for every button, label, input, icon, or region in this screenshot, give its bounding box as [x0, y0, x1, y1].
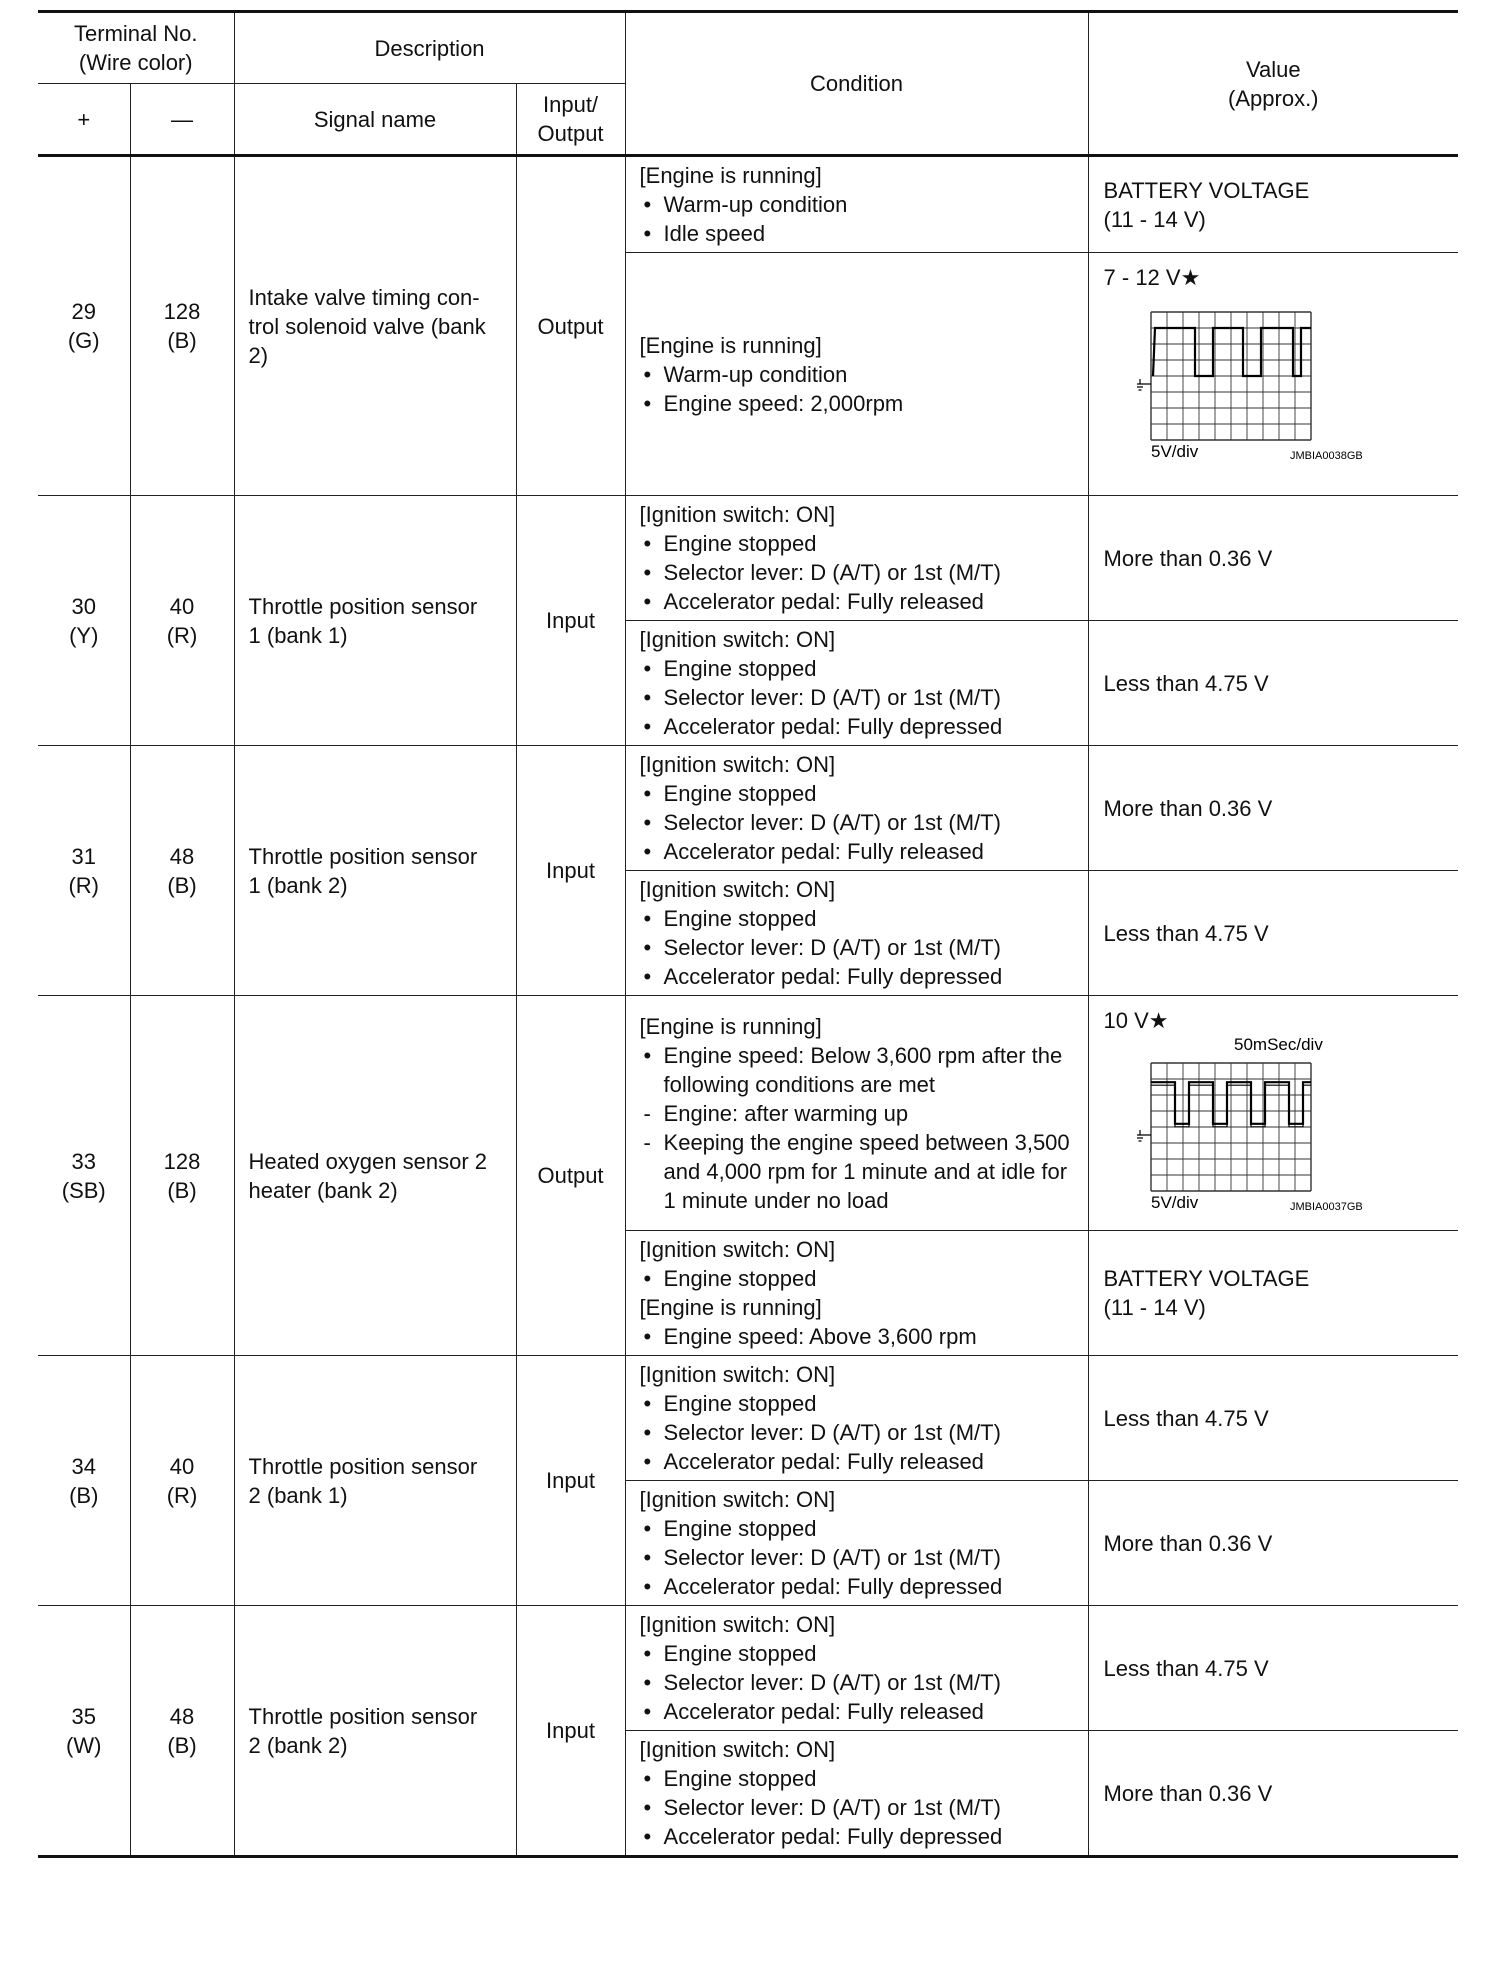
value-cell	[1088, 496, 1458, 621]
terminal-plus-number: 33	[71, 1148, 96, 1174]
condition-cell	[625, 871, 1088, 996]
terminal-minus-number: 48	[169, 1703, 195, 1729]
condition-text: Warm-up condition	[663, 361, 848, 387]
scope-scale-label: 5V/div	[1150, 1193, 1198, 1212]
value-line: (11 - 14 V)	[1103, 1295, 1206, 1320]
condition-text: Engine stopped	[663, 531, 817, 556]
terminal-minus-number: 128	[163, 1148, 201, 1174]
condition-cell	[625, 1606, 1088, 1731]
signal-name-cell	[234, 996, 516, 1356]
condition-item	[640, 1041, 1074, 1099]
value-line: More than 0.36 V	[1103, 545, 1273, 571]
terminal-table-document	[38, 10, 1458, 1858]
terminal-plus-cell	[38, 496, 130, 746]
terminal-plus-number: 30	[71, 593, 96, 619]
terminal-plus-wire-color: (B)	[69, 1482, 99, 1508]
value-line: (11 - 14 V)	[1103, 206, 1206, 232]
terminal-plus-wire-color: (R)	[68, 872, 100, 898]
condition-marker: •	[643, 1266, 652, 1291]
condition-item	[640, 683, 1074, 712]
condition-marker: •	[643, 192, 652, 217]
input-output-cell: Input	[516, 1356, 625, 1606]
condition-marker: •	[643, 1545, 652, 1570]
terminal-plus-cell	[38, 746, 130, 996]
condition-marker: •	[643, 685, 652, 710]
terminal-minus-wire-color: (B)	[167, 1732, 197, 1758]
condition-marker: •	[643, 964, 652, 989]
value-line: BATTERY VOLTAGE	[1103, 1266, 1310, 1291]
terminal-plus-wire-color: (G)	[67, 328, 100, 353]
condition-item	[640, 1389, 1074, 1418]
condition-marker: •	[643, 781, 652, 806]
condition-item	[640, 1447, 1074, 1476]
header-value-label: Value	[1245, 56, 1301, 82]
signal-name-line: Throttle position sensor	[248, 1703, 478, 1729]
condition-item	[640, 779, 1074, 808]
condition-marker: •	[643, 1324, 652, 1349]
terminal-minus-number: 40	[169, 593, 195, 619]
condition-text: Selector lever: D (A/T) or 1st (M/T)	[663, 1545, 1001, 1570]
terminal-minus-number: 48	[169, 843, 195, 869]
condition-cell	[625, 1731, 1088, 1857]
input-output-cell: Output	[516, 996, 625, 1356]
value-title	[1104, 263, 1445, 292]
condition-text: Engine stopped	[663, 906, 817, 931]
condition-marker: •	[643, 221, 652, 246]
signal-name-line: Throttle position sensor	[248, 843, 478, 869]
value-title	[1104, 1006, 1445, 1035]
input-output-cell: Input	[516, 496, 625, 746]
condition-text: Accelerator pedal: Fully released	[663, 589, 984, 614]
condition-text: Selector lever: D (A/T) or 1st (M/T)	[663, 935, 1001, 960]
value-cell	[1088, 1481, 1458, 1606]
header-terminal	[38, 12, 234, 84]
header-value	[1088, 12, 1458, 156]
condition-marker: •	[643, 1391, 652, 1416]
value-cell	[1088, 1606, 1458, 1731]
scope-figure-code: JMBIA0037GB	[1289, 1201, 1363, 1213]
condition-marker: -	[643, 1100, 651, 1126]
condition-item	[640, 1793, 1074, 1822]
condition-text: Keeping the engine speed between 3,500 and 4,000 rpm for 1 minute and at idle for 1 minute under no load	[663, 1129, 1070, 1213]
condition-cell	[625, 496, 1088, 621]
terminal-minus-wire-color: (B)	[167, 872, 197, 898]
terminal-minus-number: 40	[169, 1453, 195, 1479]
condition-heading: [Ignition switch: ON]	[639, 752, 836, 777]
terminal-plus-cell	[38, 996, 130, 1356]
condition-marker: -	[643, 1129, 651, 1155]
terminal-minus-wire-color: (R)	[166, 622, 198, 648]
terminal-plus-number: 34	[71, 1453, 96, 1479]
condition-item	[640, 1764, 1074, 1793]
value-cell	[1088, 1731, 1458, 1857]
signal-name-line: 2)	[248, 342, 269, 368]
condition-text: Engine stopped	[663, 1766, 817, 1791]
condition-cell	[625, 746, 1088, 871]
condition-marker: •	[643, 714, 652, 739]
value-line: Less than 4.75 V	[1103, 670, 1269, 696]
header-condition: Condition	[625, 12, 1088, 156]
condition-marker: •	[643, 1766, 652, 1791]
condition-text: Engine stopped	[663, 656, 817, 681]
header-terminal-no: Terminal No.	[74, 21, 198, 46]
header-io-line2: Output	[537, 121, 604, 146]
condition-text: Accelerator pedal: Fully depressed	[663, 1824, 1003, 1849]
value-voltage: 7 - 12 V	[1103, 265, 1181, 290]
signal-name-line: 1 (bank 1)	[248, 622, 348, 648]
condition-text: Selector lever: D (A/T) or 1st (M/T)	[663, 810, 1001, 835]
condition-text: Engine stopped	[663, 1516, 817, 1541]
condition-text: Engine stopped	[663, 1391, 817, 1416]
scope-figure-code: JMBIA0038GB	[1289, 450, 1363, 462]
condition-heading: [Engine is running]	[639, 1295, 822, 1320]
terminal-minus-wire-color: (R)	[166, 1482, 198, 1508]
condition-heading: [Engine is running]	[639, 163, 822, 188]
signal-name-line: 1 (bank 2)	[248, 872, 348, 898]
value-line: More than 0.36 V	[1103, 1530, 1273, 1556]
condition-heading: [Ignition switch: ON]	[639, 502, 836, 527]
ground-symbol	[1137, 379, 1151, 390]
condition-item	[640, 1128, 1074, 1215]
terminal-minus-cell	[130, 1356, 234, 1606]
condition-item	[640, 904, 1074, 933]
condition-marker: •	[643, 1420, 652, 1445]
condition-marker: •	[643, 1042, 652, 1068]
condition-marker: •	[643, 1670, 652, 1695]
condition-text: Selector lever: D (A/T) or 1st (M/T)	[663, 685, 1001, 710]
terminal-plus-number: 35	[71, 1703, 96, 1729]
scope-trace	[1153, 328, 1311, 376]
star-icon: ★	[1148, 1008, 1169, 1033]
condition-cell	[625, 996, 1088, 1231]
condition-marker: •	[643, 656, 652, 681]
condition-cell	[625, 621, 1088, 746]
ground-symbol	[1137, 1130, 1151, 1141]
condition-marker: •	[643, 1574, 652, 1599]
header-wire-color: (Wire color)	[78, 50, 193, 75]
condition-text: Accelerator pedal: Fully depressed	[663, 714, 1003, 739]
condition-text: Accelerator pedal: Fully depressed	[663, 964, 1003, 989]
condition-marker: •	[643, 935, 652, 960]
condition-marker: •	[643, 560, 652, 585]
signal-name-line: Intake valve timing con-	[248, 284, 480, 310]
condition-marker: •	[643, 589, 652, 614]
condition-item	[640, 1322, 1074, 1351]
terminal-minus-cell	[130, 746, 234, 996]
value-waveform-cell	[1088, 253, 1458, 496]
condition-cell	[625, 253, 1088, 496]
condition-text: Engine speed: 2,000rpm	[663, 390, 904, 416]
value-line: Less than 4.75 V	[1103, 1655, 1269, 1681]
signal-name-cell	[234, 1606, 516, 1857]
condition-heading: [Ignition switch: ON]	[639, 627, 836, 652]
condition-heading: [Ignition switch: ON]	[639, 877, 836, 902]
signal-name-cell	[234, 1356, 516, 1606]
star-icon: ★	[1180, 265, 1201, 290]
oscilloscope-waveform	[1104, 292, 1384, 482]
signal-name-line: Throttle position sensor	[248, 593, 478, 619]
value-line: More than 0.36 V	[1103, 795, 1273, 821]
condition-text: Engine stopped	[663, 1266, 817, 1291]
condition-marker: •	[643, 1449, 652, 1474]
condition-marker: •	[643, 810, 652, 835]
terminal-minus-cell	[130, 996, 234, 1356]
value-cell	[1088, 1356, 1458, 1481]
header-signal-name: Signal name	[234, 84, 516, 156]
condition-item	[640, 712, 1074, 741]
terminal-minus-number: 128	[163, 299, 201, 324]
condition-marker: •	[643, 1795, 652, 1820]
condition-text: Idle speed	[663, 221, 766, 246]
condition-heading: [Engine is running]	[639, 332, 822, 358]
condition-marker: •	[643, 1824, 652, 1849]
condition-item	[640, 962, 1074, 991]
condition-item	[640, 808, 1074, 837]
value-line: Less than 4.75 V	[1103, 920, 1269, 946]
condition-text: Selector lever: D (A/T) or 1st (M/T)	[663, 1670, 1001, 1695]
condition-marker: •	[643, 906, 652, 931]
table-row	[38, 156, 1458, 253]
condition-item	[640, 1668, 1074, 1697]
terminal-plus-cell	[38, 1606, 130, 1857]
condition-heading: [Ignition switch: ON]	[639, 1737, 836, 1762]
signal-name-line: 2 (bank 2)	[248, 1732, 348, 1758]
condition-marker: •	[643, 1641, 652, 1666]
condition-marker: •	[643, 390, 652, 416]
condition-item	[640, 1543, 1074, 1572]
signal-name-cell	[234, 156, 516, 496]
condition-text: Accelerator pedal: Fully released	[663, 1449, 984, 1474]
condition-item	[640, 1572, 1074, 1601]
scope-scale-label: 5V/div	[1150, 442, 1198, 461]
condition-text: Accelerator pedal: Fully depressed	[663, 1574, 1003, 1599]
input-output-cell: Input	[516, 746, 625, 996]
signal-name-cell	[234, 746, 516, 996]
condition-heading: [Ignition switch: ON]	[639, 1237, 836, 1262]
condition-item	[640, 837, 1074, 866]
header-minus: —	[130, 84, 234, 156]
condition-marker: •	[643, 839, 652, 864]
condition-cell	[625, 1481, 1088, 1606]
condition-heading: [Engine is running]	[639, 1013, 822, 1039]
condition-text: Accelerator pedal: Fully released	[663, 839, 984, 864]
table-row	[38, 496, 1458, 621]
value-cell	[1088, 871, 1458, 996]
terminal-plus-wire-color: (Y)	[69, 622, 99, 648]
condition-item	[640, 219, 1074, 248]
terminal-plus-number: 29	[71, 299, 96, 324]
condition-heading: [Ignition switch: ON]	[639, 1612, 836, 1637]
condition-item	[640, 933, 1074, 962]
condition-text: Engine stopped	[663, 1641, 817, 1666]
terminal-table	[38, 10, 1458, 1858]
signal-name-line: trol solenoid valve (bank	[248, 313, 486, 339]
table-row	[38, 1356, 1458, 1481]
header-input-output	[516, 84, 625, 156]
value-cell	[1088, 156, 1458, 253]
condition-item	[640, 1099, 1074, 1128]
value-cell	[1088, 746, 1458, 871]
condition-cell	[625, 156, 1088, 253]
condition-cell	[625, 1231, 1088, 1356]
condition-heading: [Ignition switch: ON]	[639, 1362, 836, 1387]
header-value-approx: (Approx.)	[1228, 85, 1319, 111]
value-cell	[1088, 621, 1458, 746]
signal-name-line: Throttle position sensor	[248, 1453, 478, 1479]
condition-heading: [Ignition switch: ON]	[639, 1487, 836, 1512]
value-line: More than 0.36 V	[1103, 1780, 1273, 1806]
condition-item	[640, 1822, 1074, 1851]
condition-marker: •	[643, 361, 652, 387]
terminal-minus-wire-color: (B)	[167, 328, 197, 353]
value-cell	[1088, 1231, 1458, 1356]
table-row	[38, 996, 1458, 1231]
signal-name-line: heater (bank 2)	[248, 1177, 398, 1203]
header-description: Description	[234, 12, 625, 84]
scope-timebase-label: 50mSec/div	[1233, 1035, 1323, 1054]
signal-name-cell	[234, 496, 516, 746]
condition-text: Selector lever: D (A/T) or 1st (M/T)	[663, 560, 1001, 585]
condition-text: Engine speed: Below 3,600 rpm after the following conditions are met	[663, 1042, 1063, 1097]
terminal-plus-cell	[38, 1356, 130, 1606]
condition-marker: •	[643, 1516, 652, 1541]
condition-text: Selector lever: D (A/T) or 1st (M/T)	[663, 1795, 1001, 1820]
table-row	[38, 746, 1458, 871]
value-voltage: 10 V	[1103, 1008, 1149, 1033]
condition-text: Engine speed: Above 3,600 rpm	[663, 1324, 977, 1349]
condition-item	[640, 654, 1074, 683]
condition-item	[640, 190, 1074, 219]
condition-item	[640, 360, 1074, 389]
condition-cell	[625, 1356, 1088, 1481]
value-waveform-cell	[1088, 996, 1458, 1231]
signal-name-line: 2 (bank 1)	[248, 1482, 348, 1508]
terminal-minus-cell	[130, 1606, 234, 1857]
condition-item	[640, 1639, 1074, 1668]
value-line: BATTERY VOLTAGE	[1103, 177, 1310, 203]
value-line: Less than 4.75 V	[1103, 1405, 1269, 1431]
terminal-minus-cell	[130, 156, 234, 496]
condition-item	[640, 1697, 1074, 1726]
condition-item	[640, 1264, 1074, 1293]
input-output-cell: Input	[516, 1606, 625, 1857]
condition-marker: •	[643, 531, 652, 556]
condition-marker: •	[643, 1699, 652, 1724]
oscilloscope-waveform	[1104, 1035, 1384, 1217]
terminal-plus-wire-color: (W)	[66, 1732, 102, 1758]
condition-text: Engine: after warming up	[663, 1100, 909, 1126]
signal-name-line: Heated oxygen sensor 2	[248, 1148, 488, 1174]
input-output-cell: Output	[516, 156, 625, 496]
table-body	[38, 156, 1458, 1857]
condition-item	[640, 1514, 1074, 1543]
condition-text: Selector lever: D (A/T) or 1st (M/T)	[663, 1420, 1001, 1445]
table-row	[38, 1606, 1458, 1731]
terminal-plus-wire-color: (SB)	[61, 1177, 106, 1203]
terminal-minus-wire-color: (B)	[167, 1177, 197, 1203]
condition-item	[640, 529, 1074, 558]
condition-item	[640, 389, 1074, 418]
condition-text: Warm-up condition	[663, 192, 848, 217]
header-plus: +	[38, 84, 130, 156]
condition-item	[640, 587, 1074, 616]
condition-item	[640, 558, 1074, 587]
terminal-plus-cell	[38, 156, 130, 496]
header-io-line1: Input/	[543, 92, 599, 117]
terminal-plus-number: 31	[71, 843, 96, 869]
condition-item	[640, 1418, 1074, 1447]
terminal-minus-cell	[130, 496, 234, 746]
condition-text: Engine stopped	[663, 781, 817, 806]
condition-text: Accelerator pedal: Fully released	[663, 1699, 984, 1724]
